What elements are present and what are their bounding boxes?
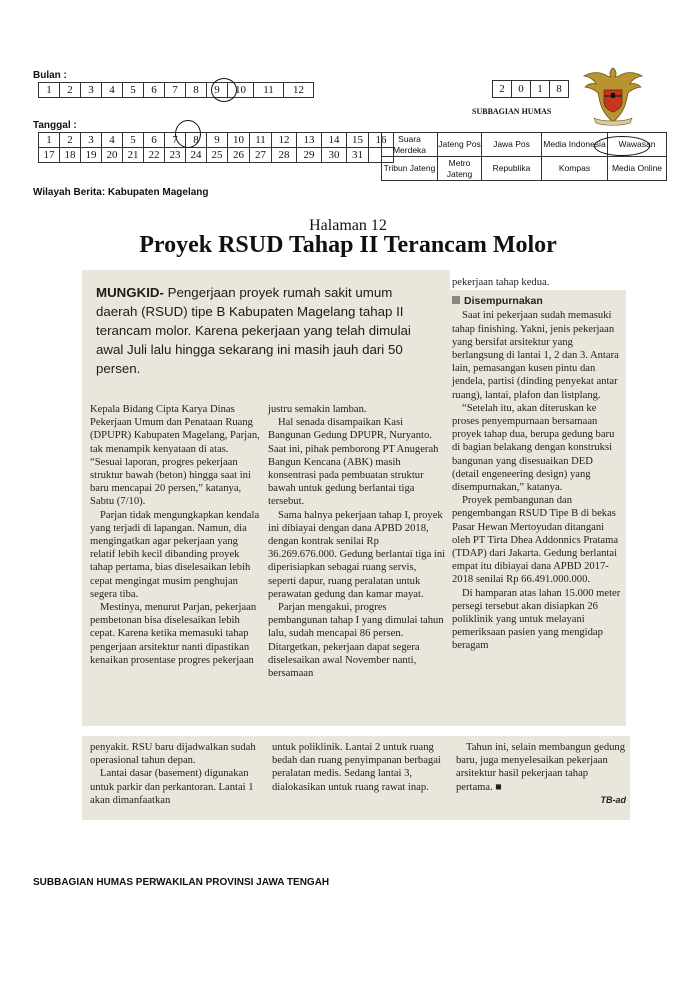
tanggal-cell: 12: [272, 133, 297, 148]
article-column-6: [456, 741, 626, 807]
year-digit: 1: [531, 81, 550, 98]
tanggal-cell: 27: [250, 148, 272, 163]
bulan-label: Bulan :: [33, 70, 67, 81]
year-digit: 0: [512, 81, 531, 98]
paragraph: Kepala Bidang Cipta Karya Dinas Pekerjaan Umum dan Penataan Ruang (DPUPR) Kabupaten Magelang, Parjan, tak menampik kenyataan di atas. “Sesuai laporan, progres pekerjaan struktur bawah (beton) hingga saat ini baru mencapai 20 persen,” katanya, Sabtu (7/10).: [90, 404, 260, 508]
bulan-cell: 6: [144, 83, 165, 98]
paragraph: Di hamparan atas lahan 15.000 meter persegi tersebut akan disiapkan 26 poliklinik yang untuk melayani pemeriksaan pasien yang mengidap beragam: [452, 587, 621, 652]
tanggal-cell: 23: [165, 148, 186, 163]
dateline: MUNGKID-: [96, 285, 164, 300]
tanggal-cell: 22: [144, 148, 165, 163]
year-grid: [492, 80, 569, 98]
tanggal-cell: 13: [297, 133, 322, 148]
year-digit: 2: [493, 81, 512, 98]
tanggal-cell: 28: [272, 148, 297, 163]
tanggal-grid: [38, 132, 394, 163]
tanggal-cell: 5: [123, 133, 144, 148]
tanggal-cell: 6: [144, 133, 165, 148]
bulan-cell: 10: [228, 83, 254, 98]
media-cell: Tribun Jateng: [382, 157, 438, 181]
tanggal-cell: 7: [165, 133, 186, 148]
media-cell: Wawasan: [608, 133, 667, 157]
square-bullet-icon: [452, 296, 460, 304]
tanggal-cell: 1: [39, 133, 60, 148]
paragraph: penyakit. RSU baru dijadwalkan sudah operasional tahun depan.: [90, 742, 256, 767]
tanggal-cell: 19: [81, 148, 102, 163]
tanggal-cell: 14: [322, 133, 347, 148]
media-circle-mark: [594, 136, 650, 156]
media-cell: Jateng Pos: [438, 133, 482, 157]
tanggal-cell: 24: [186, 148, 207, 163]
tanggal-cell: 21: [123, 148, 144, 163]
tanggal-cell: 20: [102, 148, 123, 163]
bulan-cell: 11: [254, 83, 284, 98]
tanggal-cell: 8: [186, 133, 207, 148]
tanggal-cell: 10: [228, 133, 250, 148]
footer: SUBBAGIAN HUMAS PERWAKILAN PROVINSI JAWA TENGAH: [33, 877, 330, 888]
tanggal-cell: 25: [207, 148, 228, 163]
paragraph: “Setelah itu, akan diteruskan ke proses penyempurnaan bersamaan proyek tahap dua, berupa gedung baru di bagian belakang dengan konstruksi bangunan yang disesuaikan DED (detail engeneering design) yang disempurnakan,” katanya.: [452, 402, 615, 494]
media-cell: Metro Jateng: [438, 157, 482, 181]
bulan-cell: 2: [60, 83, 81, 98]
tanggal-cell: 9: [207, 133, 228, 148]
paragraph: Parjan mengakui, progres pembangunan tahap I yang dimulai tahun lalu, sudah mencapai 86 persen. Ditargetkan, pekerjaan dapat segera diselesaikan awal November nanti, bersamaan: [268, 602, 444, 680]
lead-paragraph: [96, 283, 436, 378]
tanggal-cell: 15: [347, 133, 369, 148]
tanggal-cell: 31: [347, 148, 369, 163]
bulan-cell: 1: [39, 83, 60, 98]
paragraph: Mestinya, menurut Parjan, pekerjaan pembetonan bisa diselesaikan lebih cepat. Karena ketika memasuki tahap pengerjaan arsitektur nanti dipastikan kenaikan prosentase progres pekerjaan: [90, 602, 257, 666]
article-column-4: [90, 741, 266, 807]
tanggal-cell: 18: [60, 148, 81, 163]
bulan-cell: 5: [123, 83, 144, 98]
tanggal-cell: 3: [81, 133, 102, 148]
author-signature: TB-ad: [600, 794, 626, 805]
paragraph: Saat ini pekerjaan sudah memasuki tahap finishing. Yakni, jenis pekerjaan yang bersifat arsitektur yang berlangsung di lantai 1, 2 dan 3. Antara lain, pemasangan kusen pintu dan jendela, partisi (dinding penyekat antar ruang), lantai, plafon dan listplang.: [452, 310, 619, 401]
garuda-emblem-icon: [580, 62, 646, 128]
article-column-1: [90, 403, 262, 667]
bulan-cell: 8: [186, 83, 207, 98]
tanggal-cell: 2: [60, 133, 81, 148]
month-circle-mark: [211, 78, 237, 102]
tanggal-cell: 4: [102, 133, 123, 148]
article-column-3: [452, 276, 622, 653]
subheading: [452, 295, 622, 308]
bulan-cell: 9: [207, 83, 228, 98]
paragraph: Proyek pembangunan dan pengembangan RSUD Tipe B di bekas Pasar Hewan Mertoyudan ditangani oleh PT Tirta Dhea Addonnics Pratama (TDAP) dari Jakarta. Gedung berlantai empat itu dibiayai dana APBD 2017-2018 senilai Rp 66.491.000.000.: [452, 495, 619, 586]
paragraph: Sama halnya pekerjaan tahap I, proyek ini dibiayai dengan dana APBD 2018, dengan kontrak senilai Rp 36.269.676.000. Gedung berlantai tiga ini diperisiapkan sebagai ruang servis, seperti dapur, ruang peralatan untuk perawatan gedung dan kamar mayat.: [268, 509, 446, 600]
subbagian-humas: SUBBAGIAN HUMAS: [472, 107, 552, 116]
media-cell: Jawa Pos: [482, 133, 542, 157]
media-cell: Kompas: [542, 157, 608, 181]
paragraph: untuk poliklinik. Lantai 2 untuk ruang bedah dan ruang penyimpanan berbagai peralatan medis. Sedang lantai 3, dialokasikan untuk ruang rawat inap.: [272, 742, 441, 793]
paragraph: Hal senada disampaikan Kasi Bangunan Gedung DPUPR, Nuryanto. Saat ini, pihak pemborong PT Anugerah Bangun Kencana (ABK) masih konsentrasi pada pembuatan struktur bawah untuk gedung berlantai tiga tersebut.: [268, 417, 439, 508]
wilayah-berita: Wilayah Berita: Kabupaten Magelang: [33, 187, 209, 198]
bulan-cell: 3: [81, 83, 102, 98]
headline: Proyek RSUD Tahap II Terancam Molor: [139, 232, 557, 258]
media-cell: Media Indonesia: [542, 133, 608, 157]
subheading-text: Disempurnakan: [464, 295, 543, 308]
tanggal-label: Tanggal :: [33, 120, 77, 131]
page-number: Halaman 12: [309, 217, 387, 234]
lead-text: Pengerjaan proyek rumah sakit umum daerah (RSUD) tipe B Kabupaten Magelang tahap II terancam molor. Karena pekerjaan yang telah dimulai awal Juli lalu hingga sekarang ini masih jauh dari 50 persen.: [96, 285, 411, 376]
bulan-cell: 7: [165, 83, 186, 98]
media-cell: Republika: [482, 157, 542, 181]
paragraph: justru semakin lamban.: [268, 404, 367, 415]
bulan-cell: 12: [284, 83, 314, 98]
tanggal-cell: 16: [369, 133, 394, 148]
paragraph: pekerjaan tahap kedua.: [452, 277, 550, 288]
media-cell: Suara Merdeka: [382, 133, 438, 157]
article-column-2: [268, 403, 446, 680]
bulan-cell: 4: [102, 83, 123, 98]
paragraph: Lantai dasar (basement) digunakan untuk parkir dan perkantoran. Lantai 1 akan dimanfaatkan: [90, 768, 254, 806]
tanggal-cell: 11: [250, 133, 272, 148]
year-digit: 8: [550, 81, 569, 98]
paragraph: Parjan tidak mengungkapkan kendala yang terjadi di lapangan. Namun, dia mengingatkan agar pekerjaan yang relatif lebih kecil dibanding proyek tahap pertama, bias diselesaikan lebih cepat mengingat musim penghujan segera tiba.: [90, 509, 260, 600]
bulan-grid: [38, 82, 314, 98]
article-column-5: [272, 741, 450, 794]
tanggal-cell: 30: [322, 148, 347, 163]
paragraph: Tahun ini, selain membangun gedung baru, juga menyelesaikan pekerjaan arsitektur hasil pekerjaan tahap pertama. ■: [456, 742, 626, 793]
tanggal-cell: 17: [39, 148, 60, 163]
tanggal-cell: 26: [228, 148, 250, 163]
media-cell: Media Online: [608, 157, 667, 181]
date-circle-mark: [175, 120, 201, 148]
tanggal-cell: 29: [297, 148, 322, 163]
